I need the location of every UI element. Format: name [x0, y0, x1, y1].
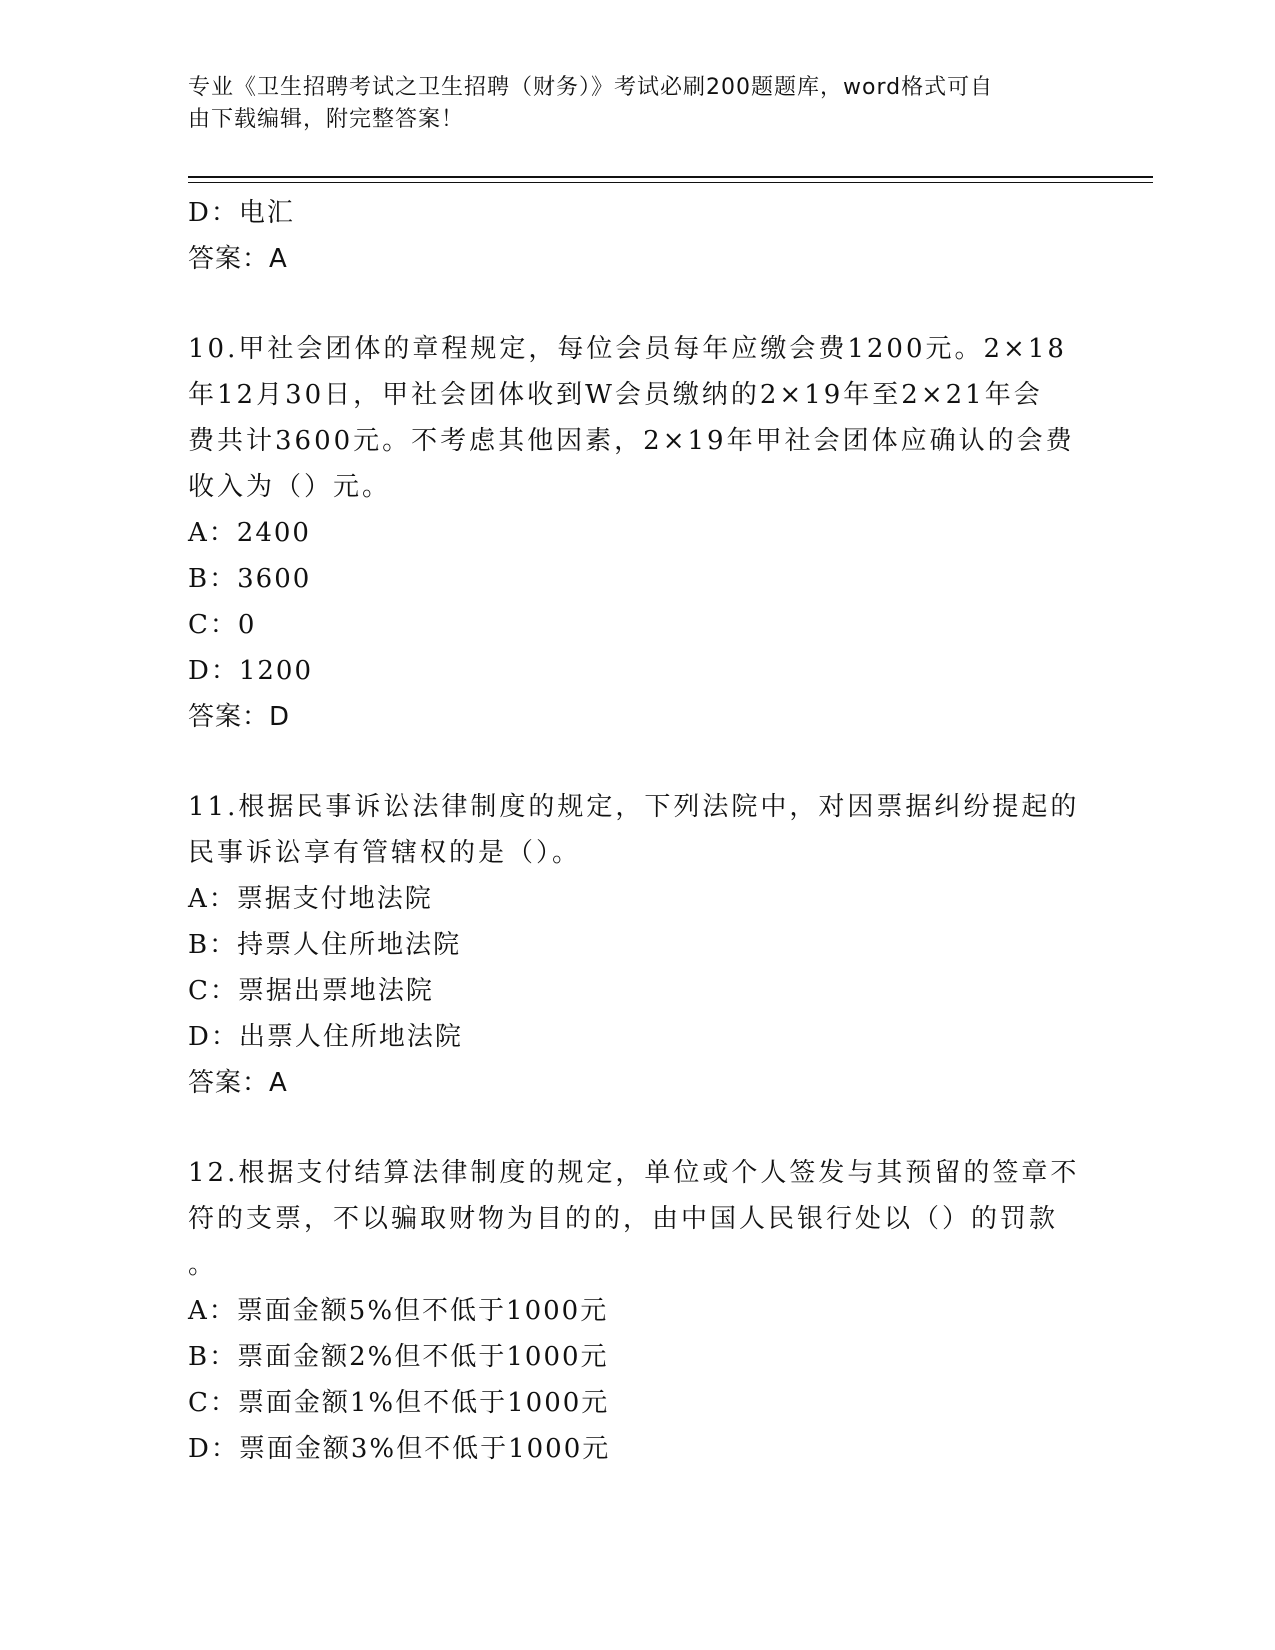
option-d: D：出票人住所地法院: [188, 1022, 463, 1052]
option-a: A：票面金额5%但不低于1000元: [188, 1296, 609, 1326]
stem-line: 12.根据支付结算法律制度的规定，单位或个人签发与其预留的签章不: [188, 1158, 1080, 1188]
header-line-1: 专业《卫生招聘考试之卫生招聘（财务）》考试必刷200题题库，word格式可自: [188, 75, 994, 100]
question-stem: [188, 326, 1088, 510]
option-a: A：2400: [188, 518, 311, 548]
stem-line: 11.根据民事诉讼法律制度的规定，下列法院中，对因票据纠纷提起的: [188, 792, 1080, 822]
answer: 答案：A: [188, 244, 288, 274]
option-d: D：电汇: [188, 198, 295, 228]
option-d: D：票面金额3%但不低于1000元: [188, 1434, 611, 1464]
option-c: C：票面金额1%但不低于1000元: [188, 1388, 610, 1418]
option-b: B：持票人住所地法院: [188, 930, 462, 960]
stem-line: 。: [188, 1250, 218, 1280]
spacer: [188, 282, 1088, 326]
question-10: [188, 326, 1088, 740]
stem-line: 费共计3600元。不考虑其他因素，2×19年甲社会团体应确认的会费: [188, 426, 1075, 456]
header-line-2: 由下载编辑，附完整答案！: [188, 107, 465, 132]
option-b: B：票面金额2%但不低于1000元: [188, 1342, 609, 1372]
stem-line: 10.甲社会团体的章程规定，每位会员每年应缴会费1200元。2×18: [188, 334, 1067, 364]
stem-line: 民事诉讼享有管辖权的是（）。: [188, 838, 582, 868]
spacer: [188, 1106, 1088, 1150]
stem-line: 收入为（）元。: [188, 472, 392, 502]
option-c: C：票据出票地法院: [188, 976, 434, 1006]
question-content: [188, 190, 1088, 1472]
question-12: [188, 1150, 1088, 1472]
option-c: C：0: [188, 610, 257, 640]
stem-line: 年12月30日，甲社会团体收到W会员缴纳的2×19年至2×21年会: [188, 380, 1043, 410]
option-d: D：1200: [188, 656, 314, 686]
header-rule-thick: [188, 176, 1153, 178]
question-11: [188, 784, 1088, 1106]
question-stem: [188, 784, 1088, 876]
answer: 答案：D: [188, 702, 291, 732]
question-stem: [188, 1150, 1088, 1288]
page-header: [188, 72, 1068, 136]
option-a: A：票据支付地法院: [188, 884, 433, 914]
spacer: [188, 740, 1088, 784]
option-b: B：3600: [188, 564, 312, 594]
header-rule-thin: [188, 182, 1153, 183]
stem-line: 符的支票，不以骗取财物为目的的，由中国人民银行处以（）的罚款: [188, 1204, 1059, 1234]
answer: 答案：A: [188, 1068, 288, 1098]
